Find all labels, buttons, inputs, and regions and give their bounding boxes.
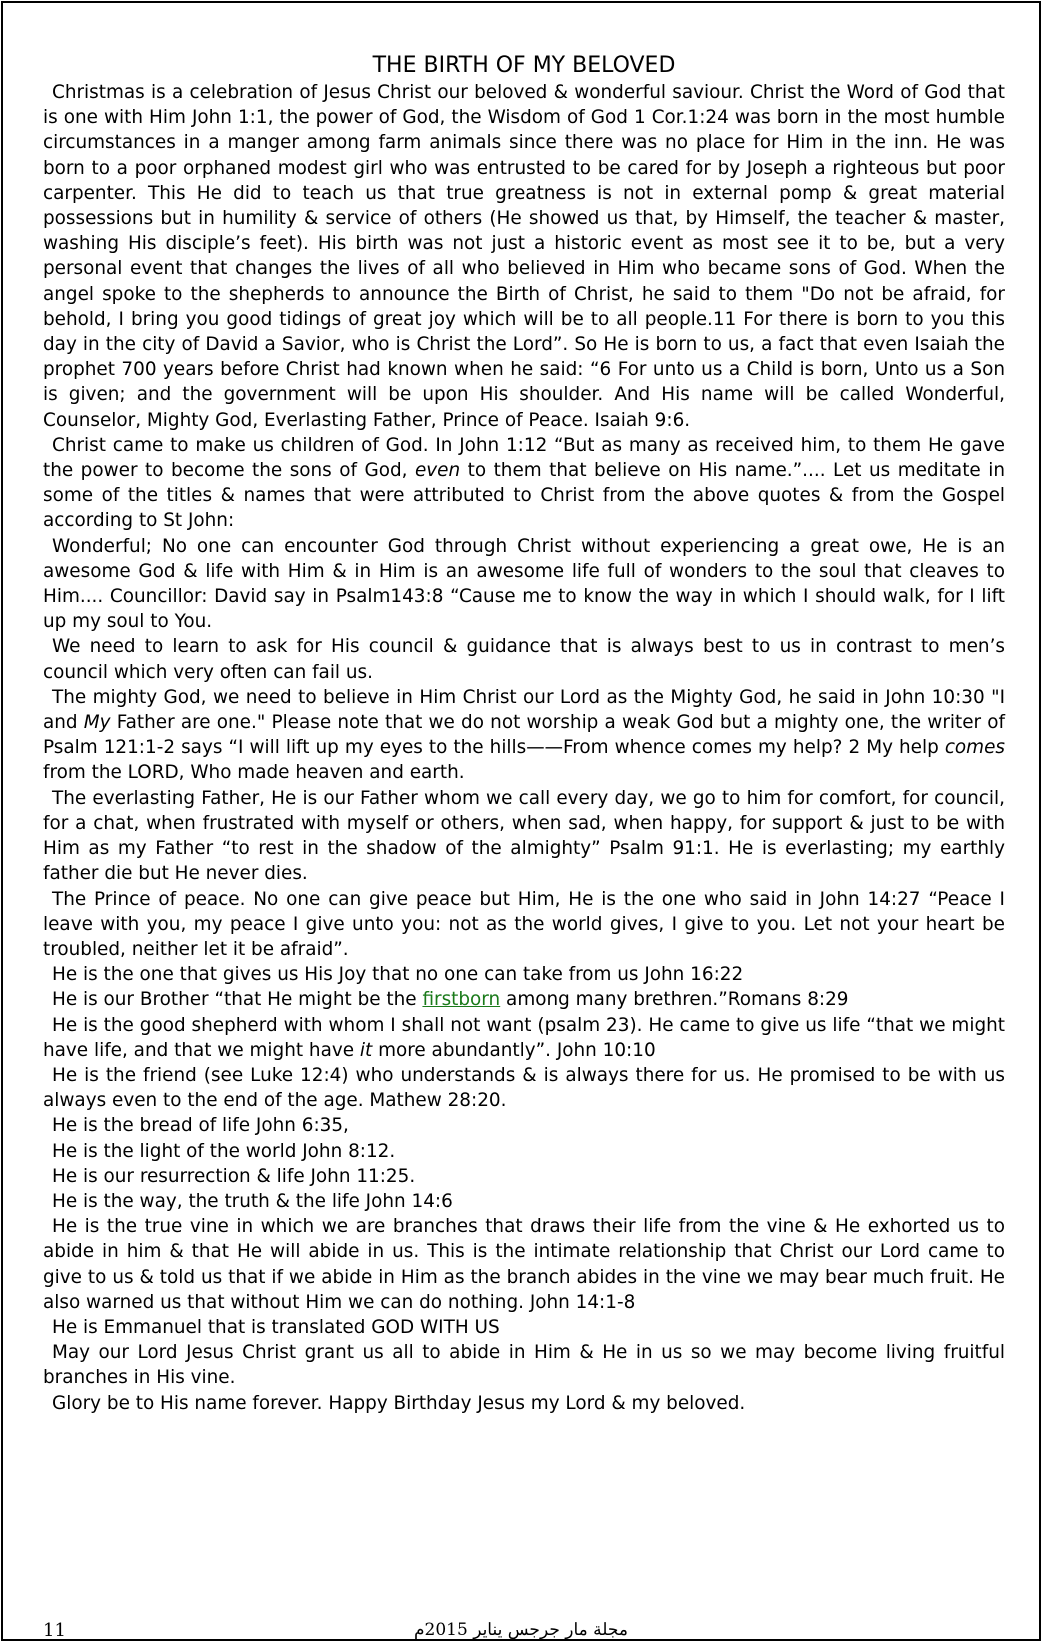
paragraph-text: The everlasting Father, He is our Father whom we call every day, we go to him for comfort, for council, for a chat, when frustrated with myself or others, when sad, when happy, for support & just to be with Him as my Father “to rest in the shadow of the almighty” Psalm 91:1. He is everlasting; my earthly father die but He never dies.: [43, 787, 1005, 885]
paragraph-joy: [43, 962, 1005, 987]
paragraph-emmanuel: [43, 1315, 1005, 1340]
magazine-issue: مجلة مار جرجس يناير 2015م: [414, 1620, 628, 1640]
paragraph-text: to them that believe on His name.”.... Let us meditate in some of the titles & names that were attributed to Christ from the above quotes & from the Gospel according to St John:: [43, 460, 1005, 532]
paragraph-council: [43, 634, 1005, 684]
paragraph-text: among many brethren.”Romans 8:29: [500, 989, 849, 1011]
paragraph-resurrection: [43, 1164, 1005, 1189]
paragraph-text: He is the good shepherd with whom I shall not want (psalm 23). He came to give us life “that we might have life, and that we might have: [43, 1014, 1005, 1061]
paragraph-text: We need to learn to ask for His council & guidance that is always best to us in contrast to men’s council which very often can fail us.: [43, 636, 1005, 683]
paragraph-text: Christ came to make us children of God. In John 1:12 “But as many as received him, to them He gave the power to become the sons of God,: [43, 434, 1005, 482]
paragraph-text: He is the true vine in which we are branches that draws their life from the vine & He exhorted us to abide in him & that He will abide in us. This is the intimate relationship that Christ our Lord came to give to us & told us that if we abide in Him as the branch abides in the vine we may bear much fruit. He also warned us that without Him we can do nothing. John 14:1-8: [43, 1216, 1005, 1313]
emphasis-text: it: [359, 1039, 373, 1061]
paragraph-text: The Prince of peace. No one can give peace but Him, He is the one who said in John 14:27 “Peace I leave with you, my peace I give unto you: not as the world gives, I give to you. Let not your heart be troubled, neither let it be afraid”.: [43, 888, 1005, 960]
paragraph-text: May our Lord Jesus Christ grant us all to abide in Him & He in us so we may become living fruitful branches in His vine.: [43, 1342, 1005, 1389]
paragraph-text: Glory be to His name forever. Happy Birthday Jesus my Lord & my beloved.: [52, 1392, 746, 1414]
paragraph-text: He is the light of the world John 8:12.: [52, 1140, 396, 1162]
paragraph-text: He is Emmanuel that is translated GOD WITH US: [52, 1316, 500, 1338]
paragraph-good-shepherd: [43, 1013, 1005, 1063]
page-footer: [0, 1620, 1048, 1650]
paragraph-true-vine: [43, 1214, 1005, 1315]
paragraph-prince-of-peace: [43, 887, 1005, 963]
paragraph-text: Christmas is a celebration of Jesus Christ our beloved & wonderful saviour. Christ the Word of God that is one with Him John 1:1, the power of God, the Wisdom of God 1 Cor.1:24 was born in the most humble circumstances in a manger among farm animals since there was no place for Him in the inn. He was born to a poor orphaned modest girl who was entrusted to be cared for by Joseph a righteous but poor carpenter. This He did to teach us that true greatness is not in external pomp & great material possessions but in humility & service of others (He showed us that, by Himself, the teacher & master, washing His disciple’s feet). His birth was not just a historic event as most see it to be, but a very personal event that changes the lives of all who believed in Him who became sons of God. When the angel spoke to the shepherds to announce the Birth of Christ, he said to them "Do not be afraid, for behold, I bring you good tidings of great joy which will be to all people.11 For there is born to you this day in the city of David a Savior, who is Christ the Lord”. So He is born to us, a fact that even Isaiah the prophet 700 years before Christ had known when he said: “6 For unto us a Child is born, Unto us a Son is given; and the government will be upon His shoulder. And His name will be called Wonderful, Counselor, Mighty God, Everlasting Father, Prince of Peace. Isaiah 9:6.: [43, 82, 1005, 431]
paragraph-prayer: [43, 1340, 1005, 1390]
paragraph-glory: [43, 1391, 1005, 1416]
paragraph-intro: [43, 80, 1005, 433]
paragraph-text: from the LORD, Who made heaven and earth.: [43, 762, 465, 784]
paragraph-text: He is the friend (see Luke 12:4) who understands & is always there for us. He promised to be with us always even to the end of the age. Mathew 28:20.: [43, 1064, 1005, 1112]
article: [43, 52, 1005, 1416]
paragraph-the-way: [43, 1189, 1005, 1214]
paragraph-text: Wonderful; No one can encounter God through Christ without experiencing a great owe, He is an awesome God & life with Him & in Him is an awesome life full of wonders to the soul that cleaves to Him.... Councillor: David say in Psalm143:8 “Cause me to know the way in which I should walk, for I lift up my soul to You.: [43, 535, 1005, 633]
paragraph-brother: [43, 987, 1005, 1012]
paragraph-text: Father are one." Please note that we do not worship a weak God but a mighty one, the writer of Psalm 121:1-2 says “I will lift up my eyes to the hills——From whence comes my help? 2 My help: [43, 712, 1005, 759]
paragraph-text: He is the one that gives us His Joy that no one can take from us John 16:22: [52, 964, 744, 986]
paragraph-text: He is the way, the truth & the life John 14:6: [52, 1190, 453, 1212]
article-title: THE BIRTH OF MY BELOVED: [372, 53, 676, 78]
emphasis-text: even: [414, 460, 461, 482]
paragraph-light-of-world: [43, 1139, 1005, 1164]
paragraph-text: The mighty God, we need to believe in Him Christ our Lord as the Mighty God, he said in John 10:30 "I and: [43, 686, 1005, 734]
paragraph-children-of-god: [43, 433, 1005, 534]
firstborn-link[interactable]: firstborn: [422, 989, 501, 1011]
paragraph-text: more abundantly”. John 10:10: [372, 1039, 656, 1061]
paragraph-wonderful: [43, 534, 1005, 635]
paragraph-text: He is our resurrection & life John 11:25.: [52, 1165, 416, 1187]
emphasis-text: My: [83, 712, 111, 734]
emphasis-text: comes: [944, 737, 1005, 759]
paragraph-mighty-god: [43, 685, 1005, 786]
paragraph-text: He is our Brother “that He might be the: [52, 989, 423, 1011]
paragraph-bread-of-life: [43, 1113, 1005, 1138]
paragraph-text: He is the bread of life John 6:35,: [52, 1115, 349, 1137]
paragraph-everlasting-father: [43, 786, 1005, 887]
paragraph-friend: [43, 1063, 1005, 1113]
page-number: 11: [43, 1620, 66, 1641]
